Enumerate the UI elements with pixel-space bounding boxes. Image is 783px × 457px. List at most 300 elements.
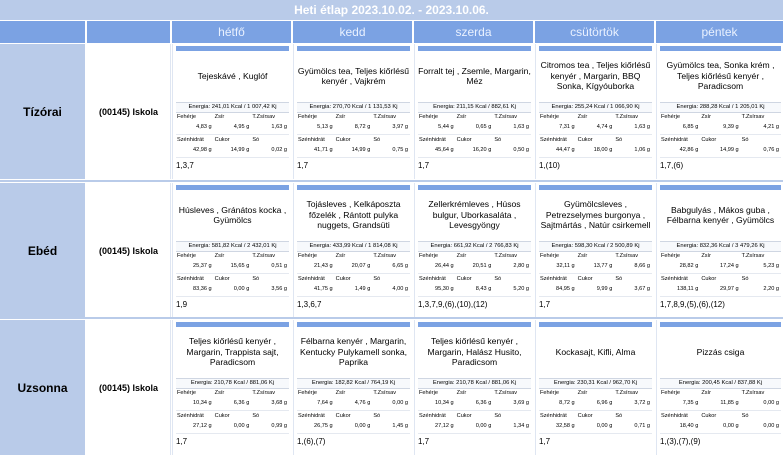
- nutrient-value-row: [297, 263, 410, 272]
- nutrient-label: Fehérje: [419, 253, 438, 259]
- nutrient-value: 3,56 g: [271, 286, 287, 292]
- allergen-codes: 1,7: [418, 437, 430, 446]
- nutrient-separator: [418, 296, 531, 297]
- nutrient-value-row: [297, 147, 410, 156]
- nutrient-separator: [660, 134, 781, 135]
- nutrient-value: 0,00 g: [763, 423, 779, 429]
- nutrient-label: Fehérje: [540, 253, 559, 259]
- nutrient-value: 14,99 g: [230, 147, 250, 153]
- menu-items: Tejeskávé , Kuglóf: [197, 70, 268, 81]
- nutrient-label: Fehérje: [661, 390, 680, 396]
- nutrient-label: Só: [494, 137, 502, 143]
- nutrient-value-row: [176, 423, 289, 432]
- menu-items: Teljes kiőrlésű kenyér , Margarin, Trappista sajt, Paradicsom: [186, 336, 279, 368]
- nutrient-label-row: [297, 114, 410, 122]
- nutrient-label: Cukor: [335, 137, 351, 143]
- nutrient-label-row: [297, 413, 410, 421]
- nutrient-label-row: [418, 253, 531, 261]
- menu-items: Babgulyás , Mákos guba , Félbarna kenyér , Gyümölcs: [666, 204, 775, 225]
- nutrient-label: Cukor: [701, 276, 717, 282]
- energy-value: Energia: 200,45 Kcal / 837,88 Kj: [660, 378, 781, 389]
- nutrient-label: Szénhidrát: [298, 137, 325, 143]
- nutrient-value: 0,50 g: [513, 147, 529, 153]
- nutrient-label-row: [176, 114, 289, 122]
- nutrient-value: 9,99 g: [596, 286, 613, 292]
- menu-items: Zellerkrémleves , Húsos bulgur, Uborkasaláta , Levesgyöngy: [428, 199, 521, 231]
- menu-items: Gyümölcsleves , Petrezselymes burgonya , Sajtmártás , Natúr csirkemell: [540, 199, 651, 231]
- nutrient-value-row: [539, 423, 652, 432]
- nutrient-label: Fehérje: [540, 114, 559, 120]
- nutrient-value: 5,20 g: [513, 286, 529, 292]
- nutrient-label: T.Zsírsav: [373, 114, 397, 120]
- nutrient-value: 27,12 g: [192, 423, 212, 429]
- nutrient-label: T.Zsírsav: [252, 253, 276, 259]
- nutrient-value-row: [176, 400, 289, 409]
- day-header-row: [0, 21, 783, 43]
- nutrient-label: T.Zsírsav: [373, 390, 397, 396]
- nutrient-separator: [418, 433, 531, 434]
- nutrient-label: T.Zsírsav: [252, 390, 276, 396]
- nutrient-label: T.Zsírsav: [494, 390, 518, 396]
- nutrient-value-row: [660, 147, 781, 156]
- nutrient-label-row: [176, 390, 289, 398]
- menu-cell-friday: [656, 44, 783, 179]
- cell-accent-bar: [660, 46, 781, 51]
- nutrient-value: 16,20 g: [472, 147, 492, 153]
- nutrient-label: Cukor: [701, 413, 717, 419]
- energy-value: Energia: 255,24 Kcal / 1 066,90 Kj: [539, 102, 652, 113]
- menu-items: Húsleves , Gránátos kocka , Gyümölcs: [178, 204, 287, 225]
- nutrient-value: 0,00 g: [354, 423, 371, 429]
- menu-title: Heti étlap 2023.10.02. - 2023.10.06.: [0, 0, 783, 20]
- meal-divider: [0, 317, 783, 319]
- nutrient-value: 1,34 g: [513, 423, 529, 429]
- nutrient-value: 15,65 g: [230, 263, 250, 269]
- nutrient-separator: [297, 134, 410, 135]
- nutrient-label: Só: [373, 137, 381, 143]
- energy-value: Energia: 210,78 Kcal / 881,06 Kj: [176, 378, 289, 389]
- cell-accent-bar: [418, 46, 531, 51]
- nutrient-value: 1,63 g: [271, 124, 287, 130]
- nutrient-value: 95,30 g: [434, 286, 454, 292]
- nutrient-label: Só: [741, 137, 749, 143]
- nutrient-value: 4,00 g: [392, 286, 408, 292]
- nutrient-value: 83,36 g: [192, 286, 212, 292]
- nutrient-value-row: [418, 263, 531, 272]
- nutrient-label-row: [418, 137, 531, 145]
- energy-value: Energia: 598,30 Kcal / 2 500,89 Kj: [539, 241, 652, 252]
- energy-value: Energia: 270,70 Kcal / 1 131,53 Kj: [297, 102, 410, 113]
- nutrient-value: 3,97 g: [392, 124, 408, 130]
- nutrient-value-row: [660, 124, 781, 133]
- allergen-codes: 1,3,6,7: [297, 300, 322, 309]
- nutrient-label: Zsír: [335, 253, 346, 259]
- cell-accent-bar: [539, 185, 652, 190]
- menu-items: Gyümölcs tea, Sonka krém , Teljes kiőrlésű kenyér , Paradicsom: [666, 60, 775, 92]
- menu-items: Pizzás csiga: [696, 346, 745, 357]
- nutrient-label-row: [176, 137, 289, 145]
- nutrient-value: 21,43 g: [313, 263, 333, 269]
- energy-value: Energia: 832,36 Kcal / 3 479,26 Kj: [660, 241, 781, 252]
- menu-cell-monday: [172, 44, 292, 179]
- nutrient-label: Só: [373, 276, 381, 282]
- cell-accent-bar: [176, 322, 289, 327]
- nutrient-separator: [297, 157, 410, 158]
- school-name: (00145) Iskola: [87, 44, 171, 179]
- nutrient-value: 138,11 g: [676, 286, 699, 292]
- nutrient-value: 20,51 g: [472, 263, 492, 269]
- nutrient-value: 0,00 g: [596, 423, 613, 429]
- nutrient-value: 7,31 g: [559, 124, 575, 130]
- menu-cell-wednesday: [414, 183, 534, 318]
- nutrient-label: Zsír: [701, 253, 711, 259]
- nutrient-label: T.Zsírsav: [741, 253, 765, 259]
- energy-value: Energia: 182,82 Kcal / 764,19 Kj: [297, 378, 410, 389]
- nutrient-value: 5,44 g: [438, 124, 454, 130]
- nutrient-separator: [297, 296, 410, 297]
- nutrient-value: 1,06 g: [634, 147, 650, 153]
- day-header-thursday: csütörtök: [535, 21, 654, 43]
- nutrient-value: 3,72 g: [634, 400, 650, 406]
- nutrient-label-row: [297, 390, 410, 398]
- nutrient-separator: [539, 433, 652, 434]
- nutrient-label: Só: [494, 276, 502, 282]
- nutrient-value-row: [660, 423, 781, 432]
- nutrient-value: 17,24 g: [719, 263, 739, 269]
- nutrient-value-row: [418, 147, 531, 156]
- nutrient-label: Zsír: [214, 253, 225, 259]
- allergen-codes: 1,7: [539, 300, 551, 309]
- allergen-codes: 1,7: [297, 161, 309, 170]
- nutrient-label: Fehérje: [661, 253, 680, 259]
- meal-divider: [0, 180, 783, 182]
- meal-label: Ebéd: [0, 183, 85, 318]
- allergen-codes: 1,3,7: [176, 161, 194, 170]
- nutrient-label: Szénhidrát: [298, 276, 325, 282]
- nutrient-label: Szénhidrát: [298, 413, 325, 419]
- nutrient-label: Cukor: [456, 137, 472, 143]
- nutrient-separator: [176, 273, 289, 274]
- nutrient-value: 1,63 g: [513, 124, 529, 130]
- nutrient-value: 45,64 g: [434, 147, 454, 153]
- nutrient-label-row: [297, 276, 410, 284]
- nutrient-value: 11,85 g: [720, 400, 739, 406]
- nutrient-label: Fehérje: [419, 114, 438, 120]
- nutrient-label: Só: [741, 276, 749, 282]
- menu-cell-wednesday: [414, 320, 534, 455]
- nutrient-value: 0,00 g: [475, 423, 492, 429]
- allergen-codes: 1,(3),(7),(9): [660, 437, 701, 446]
- nutrient-value-row: [418, 286, 531, 295]
- allergen-codes: 1,3,7,9,(6),(10),(12): [418, 300, 488, 309]
- cell-accent-bar: [176, 46, 289, 51]
- nutrient-label-row: [539, 413, 652, 421]
- nutrient-value: 0,00 g: [233, 286, 250, 292]
- nutrient-label: Zsír: [456, 390, 467, 396]
- nutrient-label: Cukor: [214, 413, 230, 419]
- nutrient-label: T.Zsírsav: [252, 114, 276, 120]
- day-header-tuesday: kedd: [293, 21, 412, 43]
- nutrient-label-row: [660, 413, 781, 421]
- nutrient-label: Só: [252, 276, 260, 282]
- energy-value: Energia: 661,92 Kcal / 2 766,83 Kj: [418, 241, 531, 252]
- nutrient-value: 0,00 g: [392, 400, 408, 406]
- menu-cell-thursday: [535, 44, 655, 179]
- menu-items: Forralt tej , Zsemle, Margarin, Méz: [418, 65, 531, 86]
- nutrient-label-row: [660, 137, 781, 145]
- nutrient-separator: [539, 296, 652, 297]
- nutrient-label: Zsír: [214, 114, 225, 120]
- nutrient-value: 6,36 g: [233, 400, 250, 406]
- nutrient-label-row: [297, 253, 410, 261]
- nutrient-value: 29,97 g: [719, 286, 739, 292]
- nutrient-value: 1,63 g: [634, 124, 650, 130]
- nutrient-value-row: [539, 124, 652, 133]
- nutrient-value-row: [418, 400, 531, 409]
- allergen-codes: 1,7: [539, 437, 551, 446]
- nutrient-label: Fehérje: [298, 390, 317, 396]
- nutrient-label: T.Zsírsav: [615, 253, 639, 259]
- nutrient-value-row: [176, 147, 289, 156]
- nutrient-label: T.Zsírsav: [494, 253, 518, 259]
- nutrient-value-row: [660, 263, 781, 272]
- nutrient-separator: [660, 296, 781, 297]
- nutrient-value: 0,99 g: [271, 423, 287, 429]
- nutrient-label: Fehérje: [298, 114, 317, 120]
- nutrient-label: Cukor: [456, 276, 472, 282]
- nutrient-value: 10,34 g: [192, 400, 212, 406]
- nutrient-value: 0,75 g: [392, 147, 408, 153]
- nutrient-label: Cukor: [335, 413, 351, 419]
- cell-accent-bar: [660, 322, 781, 327]
- nutrient-value: 26,75 g: [313, 423, 333, 429]
- day-header-wednesday: szerda: [414, 21, 533, 43]
- energy-value: Energia: 230,31 Kcal / 962,70 Kj: [539, 378, 652, 389]
- nutrient-label: Szénhidrát: [540, 276, 567, 282]
- nutrient-label: Cukor: [701, 137, 717, 143]
- nutrient-label: Cukor: [577, 276, 593, 282]
- menu-items: Félbarna kenyér , Margarin, Kentucky Pulykamell sonka, Paprika: [300, 336, 407, 368]
- menu-cell-thursday: [535, 320, 655, 455]
- menu-cell-tuesday: [293, 183, 413, 318]
- nutrient-value: 28,82 g: [679, 263, 699, 269]
- nutrient-value: 0,00 g: [763, 400, 779, 406]
- nutrient-value: 5,13 g: [317, 124, 333, 130]
- nutrient-label: Só: [494, 413, 502, 419]
- nutrient-value: 2,20 g: [763, 286, 779, 292]
- nutrient-value: 0,71 g: [634, 423, 650, 429]
- nutrient-value: 1,49 g: [354, 286, 371, 292]
- nutrient-label: T.Zsírsav: [741, 390, 765, 396]
- menu-cell-thursday: [535, 183, 655, 318]
- nutrient-label-row: [539, 114, 652, 122]
- nutrient-label-row: [539, 276, 652, 284]
- nutrient-value: 4,95 g: [233, 124, 250, 130]
- nutrient-label: Só: [741, 413, 749, 419]
- nutrient-separator: [660, 273, 781, 274]
- nutrient-label: Szénhidrát: [419, 276, 446, 282]
- nutrient-value-row: [297, 286, 410, 295]
- cell-accent-bar: [297, 185, 410, 190]
- nutrient-label: Zsír: [577, 390, 588, 396]
- nutrient-separator: [539, 157, 652, 158]
- nutrient-label: Szénhidrát: [661, 276, 688, 282]
- nutrient-value: 6,85 g: [682, 124, 699, 130]
- nutrient-separator: [660, 157, 781, 158]
- nutrient-label: Szénhidrát: [419, 413, 446, 419]
- nutrient-value-row: [660, 286, 781, 295]
- nutrient-value-row: [176, 263, 289, 272]
- menu-items: Gyümölcs tea, Teljes kiőrlésű kenyér , Vajkrém: [297, 65, 410, 86]
- nutrient-label-row: [539, 137, 652, 145]
- cell-accent-bar: [660, 185, 781, 190]
- energy-value: Energia: 433,99 Kcal / 1 814,08 Kj: [297, 241, 410, 252]
- nutrient-value-row: [539, 400, 652, 409]
- nutrient-label: Szénhidrát: [661, 137, 688, 143]
- cell-accent-bar: [176, 185, 289, 190]
- energy-value: Energia: 241,01 Kcal / 1 007,42 Kj: [176, 102, 289, 113]
- nutrient-value: 7,35 g: [682, 400, 699, 406]
- nutrient-label: Cukor: [335, 276, 351, 282]
- nutrient-label: T.Zsírsav: [741, 114, 765, 120]
- nutrient-label: Zsír: [335, 390, 346, 396]
- nutrient-separator: [297, 433, 410, 434]
- nutrient-label: Só: [615, 137, 623, 143]
- energy-value: Energia: 210,78 Kcal / 881,06 Kj: [418, 378, 531, 389]
- nutrient-label: Zsír: [701, 390, 711, 396]
- nutrient-label: Cukor: [214, 137, 230, 143]
- nutrient-value: 42,86 g: [679, 147, 699, 153]
- allergen-codes: 1,7: [418, 161, 430, 170]
- nutrient-value: 0,00 g: [723, 423, 739, 429]
- nutrient-value: 8,72 g: [559, 400, 575, 406]
- nutrient-value: 8,66 g: [634, 263, 650, 269]
- nutrient-label: Só: [252, 137, 260, 143]
- menu-items: Teljes kiőrlésű kenyér , Margarin, Halász Husito, Paradicsom: [427, 336, 522, 368]
- nutrient-value: 7,64 g: [317, 400, 333, 406]
- nutrient-label-row: [418, 390, 531, 398]
- nutrient-value: 18,40 g: [679, 423, 699, 429]
- nutrient-label-row: [176, 253, 289, 261]
- nutrient-value: 27,12 g: [434, 423, 454, 429]
- nutrient-value: 42,98 g: [192, 147, 212, 153]
- menu-items: Kockasajt, Kifli, Alma: [555, 346, 636, 357]
- nutrient-value-row: [418, 124, 531, 133]
- cell-accent-bar: [539, 322, 652, 327]
- nutrient-value: 6,96 g: [596, 400, 613, 406]
- nutrient-separator: [539, 410, 652, 411]
- nutrient-label-row: [176, 276, 289, 284]
- allergen-codes: 1,(6),(7): [297, 437, 326, 446]
- menu-cell-friday: [656, 183, 783, 318]
- nutrient-label: Fehérje: [177, 114, 196, 120]
- nutrient-value: 4,21 g: [763, 124, 779, 130]
- nutrient-label: Só: [373, 413, 381, 419]
- nutrient-label: T.Zsírsav: [373, 253, 397, 259]
- nutrient-label: Fehérje: [298, 253, 317, 259]
- nutrient-value: 32,58 g: [555, 423, 575, 429]
- nutrient-value: 1,45 g: [392, 423, 408, 429]
- nutrient-separator: [176, 296, 289, 297]
- nutrient-label: Cukor: [577, 137, 593, 143]
- nutrient-value: 84,95 g: [555, 286, 575, 292]
- nutrient-value: 2,80 g: [513, 263, 529, 269]
- menu-cell-wednesday: [414, 44, 534, 179]
- nutrient-label: Zsír: [456, 253, 467, 259]
- nutrient-separator: [176, 157, 289, 158]
- menu-cell-tuesday: [293, 44, 413, 179]
- nutrient-label: T.Zsírsav: [615, 114, 639, 120]
- cell-accent-bar: [418, 185, 531, 190]
- nutrient-value: 14,99 g: [351, 147, 371, 153]
- nutrient-separator: [297, 273, 410, 274]
- nutrient-label-row: [660, 276, 781, 284]
- nutrient-label: Cukor: [456, 413, 472, 419]
- school-name: (00145) Iskola: [87, 320, 171, 455]
- nutrient-separator: [297, 410, 410, 411]
- nutrient-label: Zsír: [577, 114, 588, 120]
- nutrient-separator: [418, 134, 531, 135]
- nutrient-label: Só: [615, 276, 623, 282]
- nutrient-value: 25,37 g: [192, 263, 212, 269]
- nutrient-label-row: [297, 137, 410, 145]
- nutrient-label: Szénhidrát: [661, 413, 688, 419]
- nutrient-separator: [176, 410, 289, 411]
- nutrient-value: 6,36 g: [475, 400, 492, 406]
- nutrient-label: Só: [615, 413, 623, 419]
- cell-accent-bar: [297, 46, 410, 51]
- nutrient-label: Szénhidrát: [177, 276, 204, 282]
- nutrient-value: 10,34 g: [434, 400, 454, 406]
- nutrient-value: 3,69 g: [513, 400, 529, 406]
- nutrient-value: 41,71 g: [313, 147, 333, 153]
- nutrient-value: 0,65 g: [475, 124, 492, 130]
- energy-value: Energia: 581,82 Kcal / 2 432,01 Kj: [176, 241, 289, 252]
- nutrient-label: Szénhidrát: [177, 413, 204, 419]
- nutrient-label: Szénhidrát: [540, 413, 567, 419]
- nutrient-value: 13,77 g: [593, 263, 613, 269]
- cell-accent-bar: [297, 322, 410, 327]
- energy-value: Energia: 288,28 Kcal / 1 205,01 Kj: [660, 102, 781, 113]
- nutrient-value: 20,07 g: [351, 263, 371, 269]
- nutrient-label: Szénhidrát: [177, 137, 204, 143]
- nutrient-separator: [660, 410, 781, 411]
- nutrient-value-row: [297, 400, 410, 409]
- nutrient-label: Fehérje: [661, 114, 680, 120]
- meal-label: Uzsonna: [0, 320, 85, 455]
- header-blank: [0, 21, 85, 43]
- nutrient-value: 6,65 g: [392, 263, 408, 269]
- allergen-codes: 1,7,8,9,(5),(6),(12): [660, 300, 725, 309]
- menu-cell-friday: [656, 320, 783, 455]
- nutrient-label-row: [418, 276, 531, 284]
- nutrient-value: 0,76 g: [763, 147, 779, 153]
- nutrient-label: Cukor: [214, 276, 230, 282]
- nutrient-value: 8,43 g: [475, 286, 492, 292]
- nutrient-value-row: [539, 147, 652, 156]
- nutrient-value: 0,02 g: [271, 147, 287, 153]
- header-blank-school: [87, 21, 170, 43]
- nutrient-label-row: [418, 413, 531, 421]
- nutrient-label-row: [418, 114, 531, 122]
- school-name: (00145) Iskola: [87, 183, 171, 318]
- menu-cell-monday: [172, 183, 292, 318]
- nutrient-value: 4,76 g: [354, 400, 371, 406]
- allergen-codes: 1,7,(6): [660, 161, 684, 170]
- nutrient-value-row: [539, 263, 652, 272]
- nutrient-label: Zsír: [456, 114, 467, 120]
- menu-items: Citromos tea , Teljes kiőrlésű kenyér , Margarin, BBQ Sonka, Kígyóuborka: [540, 60, 651, 92]
